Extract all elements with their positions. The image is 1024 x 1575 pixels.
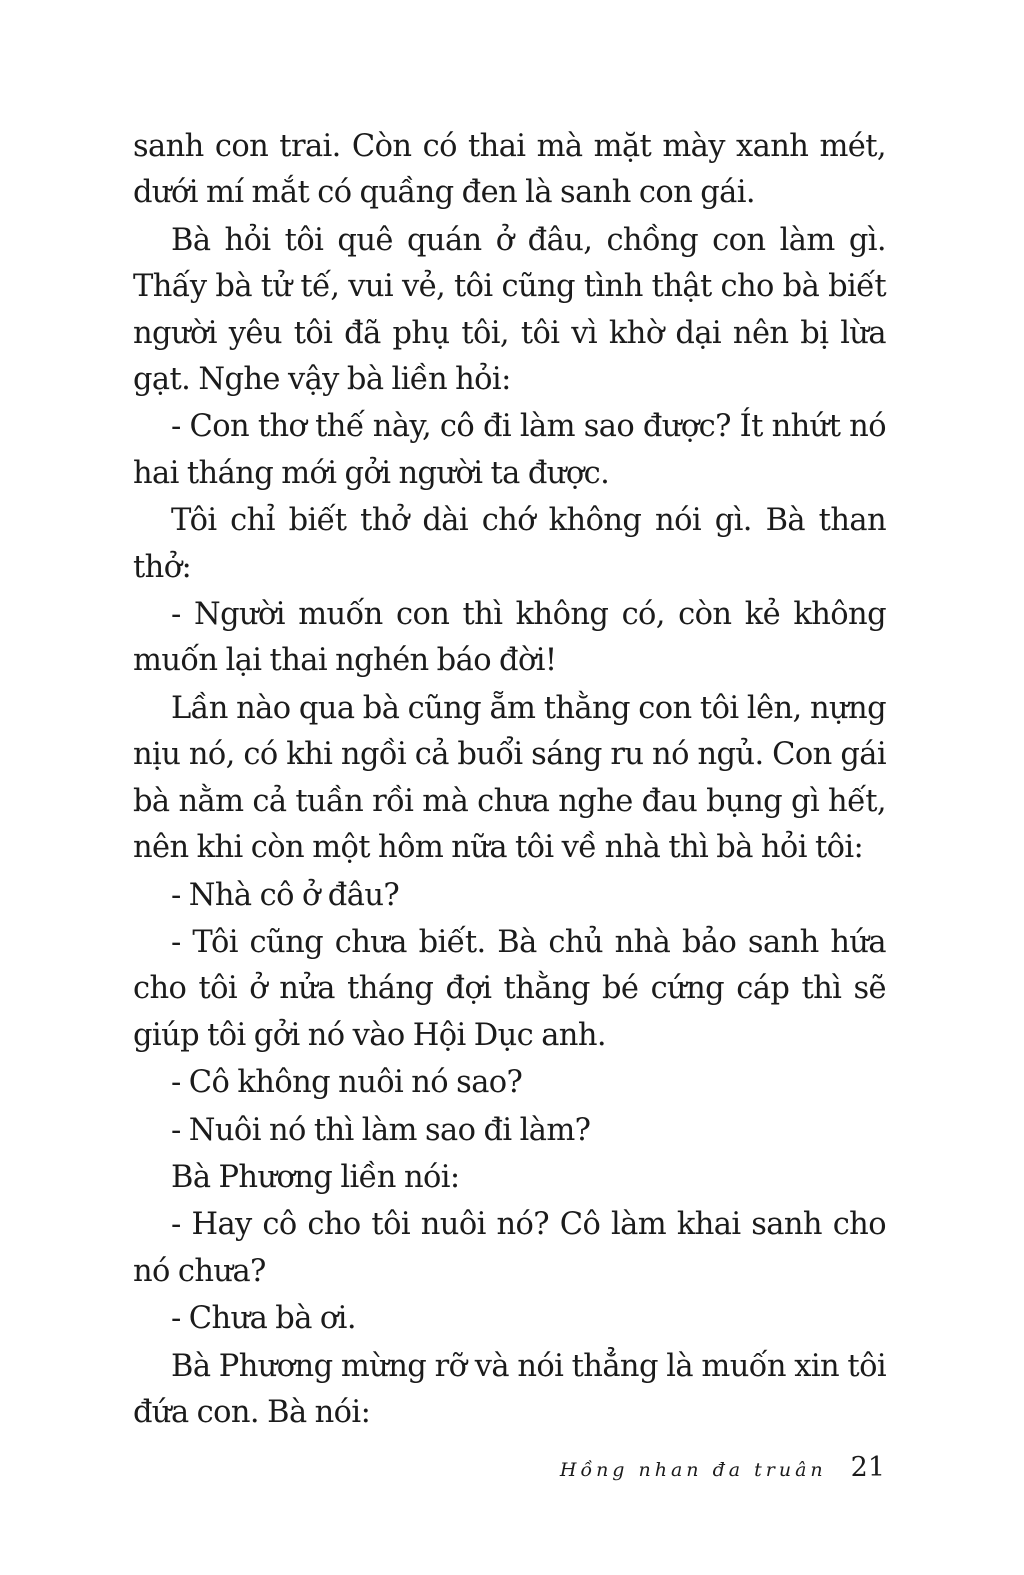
dialogue-line: - Cô không nuôi nó sao? (171, 1065, 523, 1101)
dialogue-line: - Người muốn con thì không có, còn kẻ không muốn lại thai nghén báo đời! (133, 597, 886, 679)
dialogue-line: - Nuôi nó thì làm sao đi làm? (171, 1112, 591, 1148)
dialogue-line: - Con thơ thế này, cô đi làm sao được? Ít nhứt nó hai tháng mới gởi người ta được. (133, 409, 886, 491)
page-body (133, 124, 886, 1437)
dialogue-line: - Nhà cô ở đâu? (171, 877, 400, 913)
dialogue-line: - Chưa bà ơi. (171, 1301, 356, 1337)
paragraph: Tôi chỉ biết thở dài chớ không nói gì. Bà than thở: (133, 503, 886, 585)
paragraph: Bà Phương liền nói: (171, 1159, 460, 1195)
page-footer (560, 1452, 885, 1483)
paragraph: Lần nào qua bà cũng ẵm thằng con tôi lên, nựng nịu nó, có khi ngồi cả buổi sáng ru nó ngủ. Con gái bà nằm cả tuần rồi mà chưa nghe đau bụng gì hết, nên khi còn một hôm nữa tôi về nhà thì bà hỏi tôi: (133, 690, 886, 866)
paragraph: Bà hỏi tôi quê quán ở đâu, chồng con làm gì. Thấy bà tử tế, vui vẻ, tôi cũng tình thật cho bà biết người yêu tôi đã phụ tôi, tôi vì khờ dại nên bị lừa gạt. Nghe vậy bà liền hỏi: (133, 222, 886, 398)
paragraph: Bà Phương mừng rỡ và nói thẳng là muốn xin tôi đứa con. Bà nói: (133, 1348, 886, 1430)
dialogue-line: - Hay cô cho tôi nuôi nó? Cô làm khai sanh cho nó chưa? (133, 1207, 886, 1289)
paragraph: sanh con trai. Còn có thai mà mặt mày xanh mét, dưới mí mắt có quầng đen là sanh con gái. (133, 129, 886, 211)
page-number: 21 (850, 1452, 885, 1483)
dialogue-line: - Tôi cũng chưa biết. Bà chủ nhà bảo sanh hứa cho tôi ở nửa tháng đợi thằng bé cứng cáp thì sẽ giúp tôi gởi nó vào Hội Dục anh. (133, 924, 886, 1053)
running-title: Hồng nhan đa truân (559, 1459, 827, 1481)
